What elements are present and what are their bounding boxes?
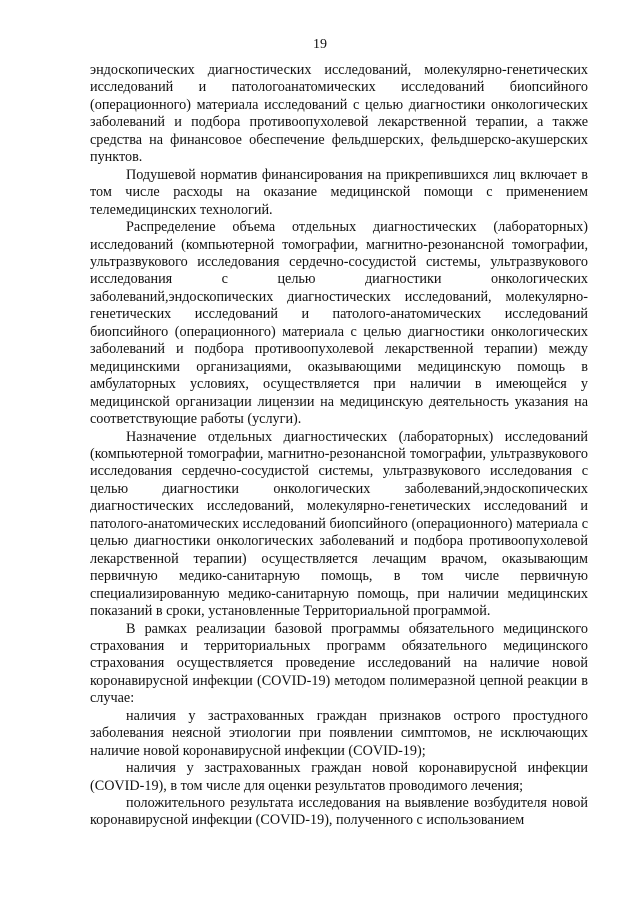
paragraph-case-positive-result: положительного результата исследования на выявление возбудителя новой коронавирусной инфекции (COVID-19), полученного с использованием [90, 795, 588, 829]
paragraph-case-symptoms: наличия у застрахованных граждан признаков острого простудного заболевания неясной этиологии при появлении симптомов, не исключающих наличие новой коронавирусной инфекции (COVID-19); [90, 707, 588, 759]
paragraph-assignment: Назначение отдельных диагностических (лабораторных) исследований (компьютерной томографии, магнитно-резонансной томографии, ультразвукового исследования сердечно-сосудистой системы, ультразвукового исследования с целью диагностики онкологических заболеваний,эндоскопических диагностических исследований, молекулярно-генетических исследований и патолого-анатомических исследований биопсийного (операционного) материала с целью диагностики онкологических заболеваний и подбора противоопухолевой лекарственной терапии) осуществляется лечащим врачом, оказывающим первичную медико-санитарную помощь, в том числе первичную специализированную медико-санитарную помощь, при наличии медицинских показаний в сроки, установленные Территориальной программой. [90, 428, 588, 620]
paragraph-distribution: Распределение объема отдельных диагностических (лабораторных) исследований (компьютерной томографии, магнитно-резонансной томографии, ультразвукового исследования сердечно-сосудистой системы, ультразвукового исследования с целью диагностики онкологических заболеваний,эндоскопических диагностических исследований, молекулярно-генетических исследований и патолого-анатомических исследований биопсийного (операционного) материала с целью диагностики онкологических заболеваний и подбора противоопухолевой лекарственной терапии) между медицинскими организациями, оказывающими медицинскую помощь в амбулаторных условиях, осуществляется при наличии в имеющейся у медицинской организации лицензии на медицинскую деятельность указания на соответствующие работы (услуги). [90, 219, 588, 428]
paragraph-case-infection: наличия у застрахованных граждан новой коронавирусной инфекции (COVID-19), в том числе для оценки результатов проводимого лечения; [90, 760, 588, 794]
paragraph-covid-testing: В рамках реализации базовой программы обязательного медицинского страхования и территориальных программ обязательного медицинского страхования осуществляется проведение исследований на наличие новой коронавирусной инфекции (COVID-19) методом полимеразной цепной реакции в случае: [90, 620, 588, 707]
paragraph-per-capita-norm: Подушевой норматив финансирования на прикрепившихся лиц включает в том числе расходы на оказание медицинской помощи с применением телемедицинских технологий. [90, 166, 588, 218]
page-number: 19 [313, 37, 327, 52]
document-body [90, 62, 588, 830]
paragraph-continuation: эндоскопических диагностических исследований, молекулярно-генетических исследований и патологоанатомических исследований биопсийного (операционного) материала исследований с целью диагностики онкологических заболеваний и подбора противоопухолевой лекарственной терапии, а также средства на финансовое обеспечение фельдшерских, фельдшерско-акушерских пунктов. [90, 62, 588, 166]
